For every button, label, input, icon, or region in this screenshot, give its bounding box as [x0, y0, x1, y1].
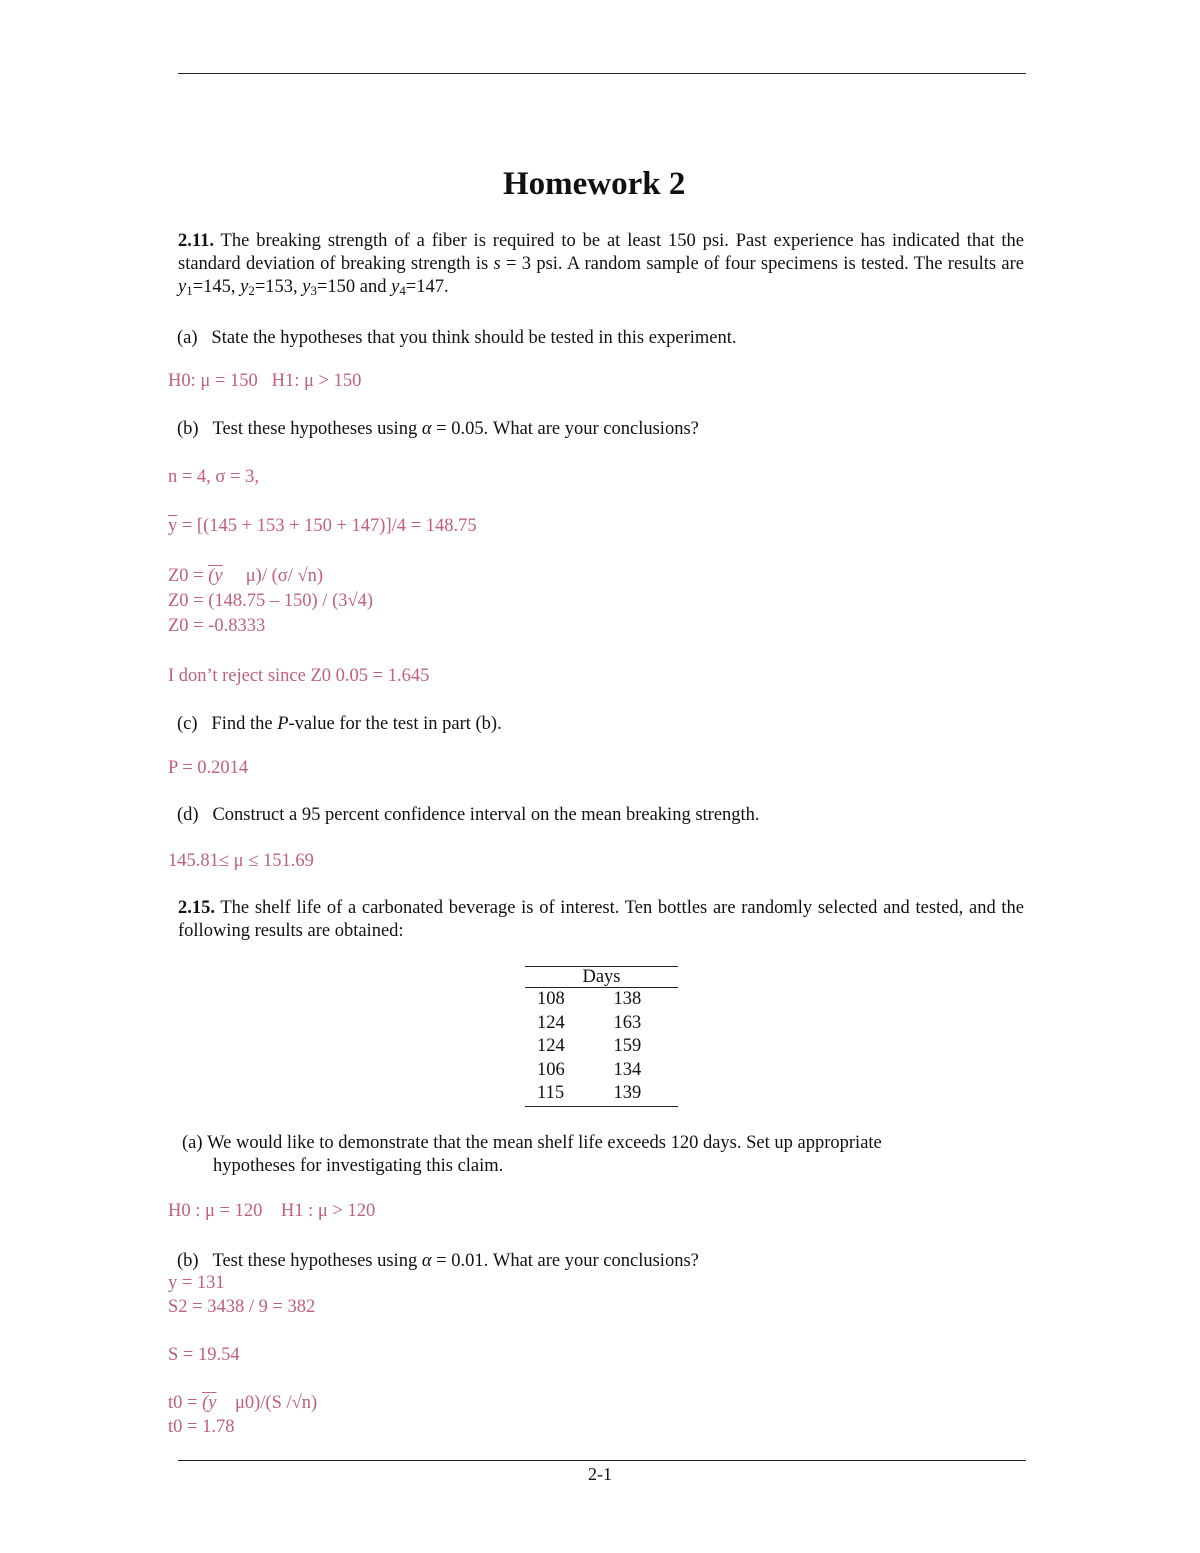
y-bar-symbol: $\overline{y}$: [168, 516, 178, 536]
question-b: [177, 418, 699, 440]
answer-text: μ)/ (σ/ √n): [222, 566, 324, 586]
alpha-symbol: α: [421, 419, 432, 439]
value-text: =150 and: [316, 277, 392, 297]
table-cell: 124: [537, 1036, 565, 1057]
bottom-rule: [178, 1460, 1026, 1461]
question-text: Test these hypotheses using: [212, 419, 422, 439]
answer-a: H0: μ = 150 H1: μ > 150: [168, 371, 362, 391]
question-a: [177, 327, 737, 349]
sigma-symbol: s: [493, 254, 501, 274]
table-cell: 115: [525, 1082, 602, 1106]
question-label: (a): [177, 328, 198, 348]
question-text: We would like to demonstrate that the mean shelf life exceeds 120 days. Set up appropriate: [207, 1133, 882, 1153]
table-cell: 139: [602, 1082, 679, 1106]
question-text: Test these hypotheses using: [212, 1251, 422, 1271]
value-text: =153,: [254, 277, 303, 297]
question-d: [177, 804, 760, 826]
subscript: 4: [399, 283, 406, 298]
question-text: -value for the test in part (b).: [288, 714, 502, 734]
answer-text: μ0)/(S /√n): [216, 1393, 318, 1413]
table-cell: 159: [613, 1036, 642, 1057]
question-text: = 0.05. What are your conclusions?: [431, 419, 699, 439]
answer-a-2-15: H0 : μ = 120 H1 : μ > 120: [168, 1201, 376, 1221]
statement-text: The shelf life of a carbonated beverage is of interest. Ten bottles are randomly selected and tested, and the following results are obtained:: [178, 898, 1024, 941]
answer-b-line-2: [168, 516, 477, 537]
question-text: P: [277, 714, 289, 734]
y-symbol: y: [240, 277, 249, 297]
answer-text: (y: [202, 1393, 217, 1413]
page-number: 2-1: [588, 1464, 612, 1484]
answer-b-line-6: I don’t reject since Z0 0.05 = 1.645: [168, 666, 430, 686]
answer-d: 145.81≤ μ ≤ 151.69: [168, 851, 314, 871]
y-symbol: y: [391, 277, 400, 297]
answer-b-2-15-line-4: [168, 1393, 317, 1414]
problem-2-15-statement: [178, 897, 1024, 943]
question-a-2-15: [182, 1132, 882, 1154]
answer-b-2-15-line-5: t0 = 1.78: [168, 1417, 235, 1437]
question-label: (d): [177, 805, 199, 825]
table-header: Days: [525, 967, 678, 988]
answer-b-2-15-line-2: S2 = 3438 / 9 = 382: [168, 1297, 316, 1317]
top-rule: [178, 73, 1026, 74]
value-text: =145,: [192, 277, 241, 297]
subscript: 1: [186, 283, 193, 298]
problem-number: 2.15.: [178, 898, 215, 918]
table-cell: 138: [613, 989, 642, 1010]
answer-text: (y: [208, 566, 223, 586]
table-row: [525, 1059, 678, 1083]
answer-b-line-4: Z0 = (148.75 – 150) / (3√4): [168, 591, 374, 611]
answer-text: t0 =: [168, 1393, 203, 1413]
table-row: [525, 988, 678, 1012]
answer-b-2-15-line-1: y = 131: [168, 1273, 225, 1293]
table-row: [525, 1035, 678, 1059]
table-cell: 108: [537, 989, 565, 1010]
table-row: [525, 1012, 678, 1036]
table-cell: 124: [537, 1012, 565, 1033]
table-cell: 106: [537, 1059, 565, 1080]
question-label: (b): [177, 1251, 199, 1271]
statement-text: The breaking strength of a fiber is required to be at least 150 psi. Past experience has indicated that the standard deviation of breaking strength is: [178, 231, 1024, 274]
question-text: State the hypotheses that you think should be tested in this experiment.: [211, 328, 737, 348]
days-table: [525, 966, 678, 1107]
alpha-symbol: α: [421, 1251, 432, 1271]
table-row: [525, 1082, 678, 1106]
question-text: = 0.01. What are your conclusions?: [431, 1251, 699, 1271]
subscript: 3: [310, 283, 317, 298]
question-label: (b): [177, 419, 199, 439]
question-a-2-15-cont: hypotheses for investigating this claim.: [213, 1156, 504, 1176]
answer-text: = [(145 + 153 + 150 + 147)]/4 = 148.75: [177, 516, 477, 536]
table-cell: 163: [613, 1012, 642, 1033]
problem-2-11-statement: [178, 230, 1024, 299]
answer-b-line-1: n = 4, σ = 3,: [168, 467, 259, 487]
y-symbol: y: [178, 277, 187, 297]
answer-text: Z0 =: [168, 566, 209, 586]
answer-c: P = 0.2014: [168, 758, 249, 778]
question-label: (a): [182, 1133, 203, 1153]
y-symbol: y: [302, 277, 311, 297]
question-c: [177, 713, 502, 735]
answer-b-line-5: Z0 = -0.8333: [168, 616, 266, 636]
question-b-2-15: [177, 1250, 699, 1272]
question-text: Find the: [211, 714, 278, 734]
statement-text: = 3 psi. A random sample of four specimens is tested. The results are: [500, 254, 1024, 274]
page-title: Homework 2: [503, 166, 686, 202]
question-label: (c): [177, 714, 198, 734]
subscript: 2: [248, 283, 255, 298]
question-text: Construct a 95 percent confidence interval on the mean breaking strength.: [212, 805, 760, 825]
answer-b-2-15-line-3: S = 19.54: [168, 1345, 240, 1365]
answer-b-line-3: [168, 566, 323, 587]
value-text: =147.: [405, 277, 449, 297]
problem-number: 2.11.: [178, 231, 214, 251]
table-cell: 134: [613, 1059, 642, 1080]
